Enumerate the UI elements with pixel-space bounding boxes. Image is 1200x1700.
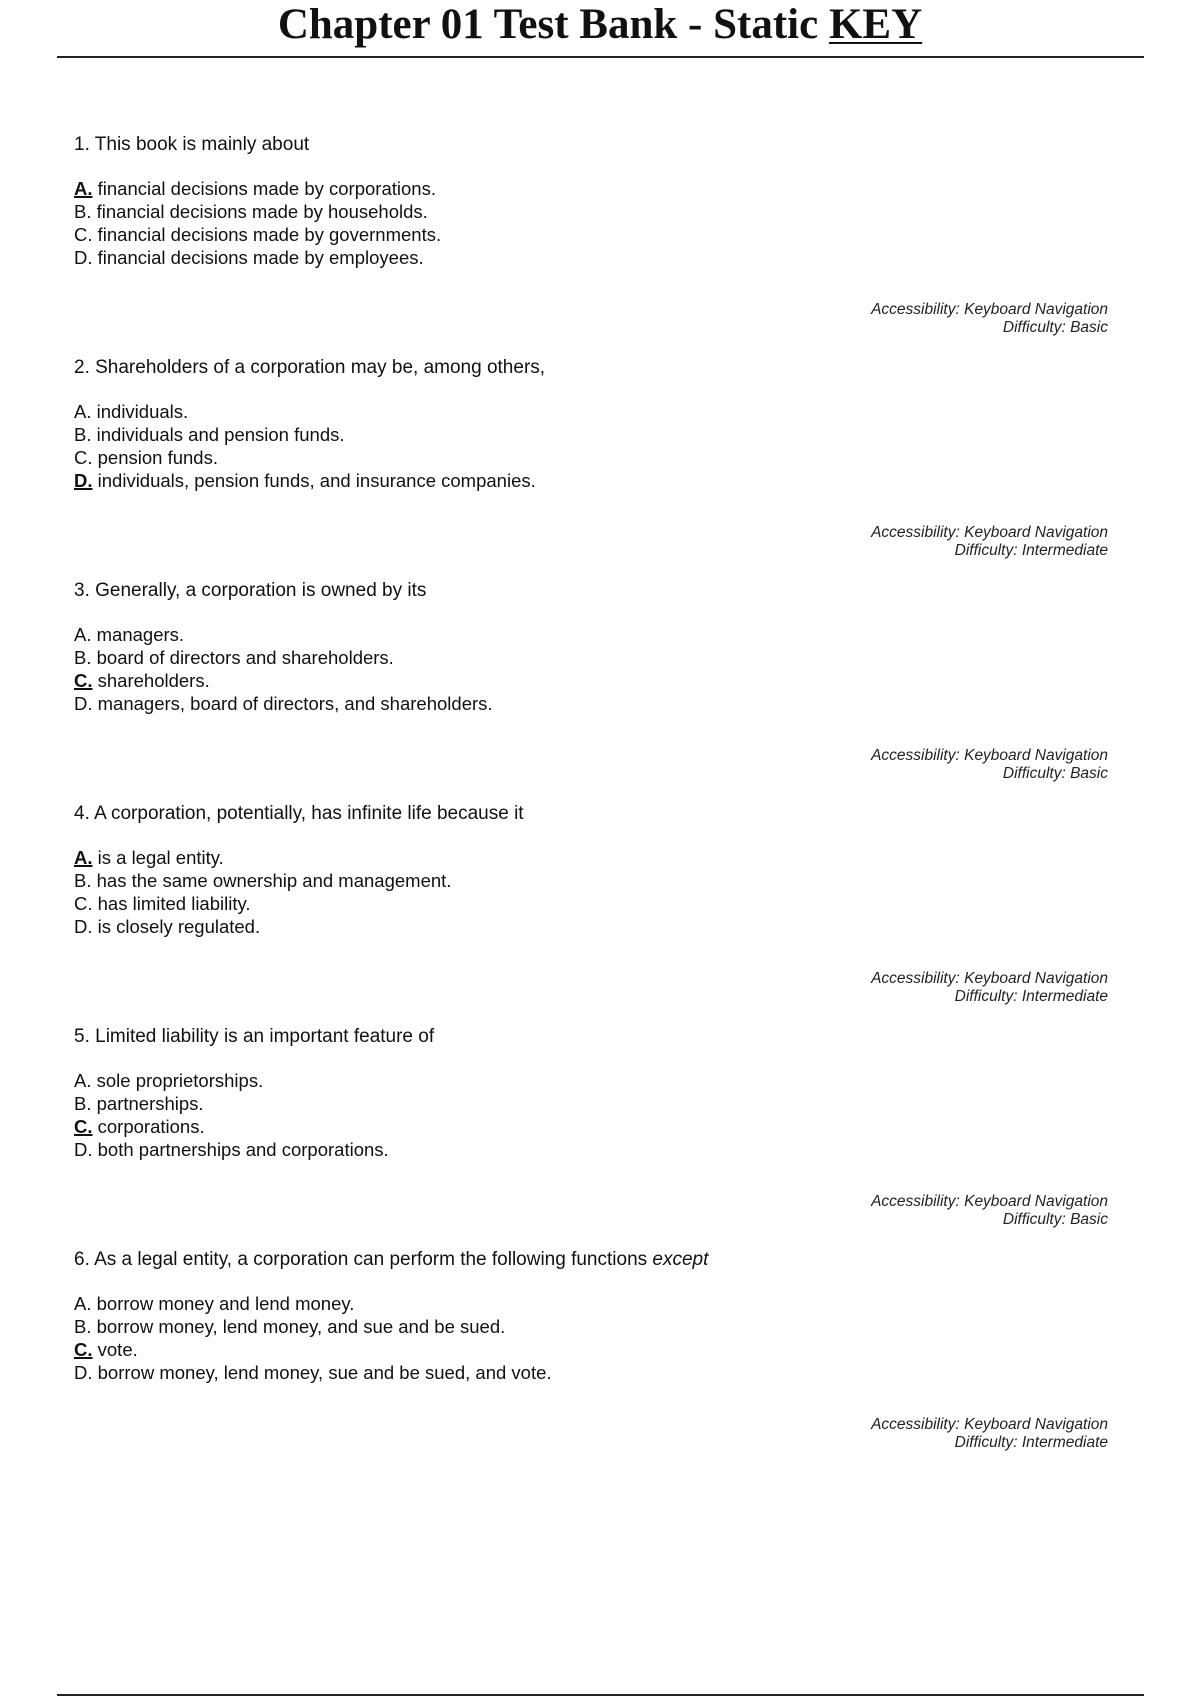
option-letter: B. — [74, 424, 92, 445]
option-letter: C. — [74, 1116, 93, 1137]
answer-option — [74, 1292, 1108, 1315]
option-letter: B. — [74, 1093, 92, 1114]
answer-option — [74, 915, 1108, 938]
title-main: Chapter 01 Test Bank - Static — [277, 1, 819, 48]
option-letter: B. — [74, 647, 92, 668]
option-letter: D. — [74, 916, 93, 937]
question-5 — [74, 1025, 1108, 1228]
answer-option — [74, 692, 1108, 715]
answer-option-correct — [74, 469, 1108, 492]
option-letter: B. — [74, 1316, 92, 1337]
difficulty-tag: Difficulty: Intermediate — [954, 988, 1108, 1005]
accessibility-tag: Accessibility: Keyboard Navigation — [871, 1193, 1108, 1210]
difficulty-tag: Difficulty: Intermediate — [954, 542, 1108, 559]
question-stem-text: 1. This book is mainly about — [74, 134, 310, 155]
option-text: has limited liability. — [97, 893, 251, 914]
answer-option — [74, 446, 1108, 469]
option-text: has the same ownership and management. — [96, 870, 452, 891]
option-letter: A. — [74, 847, 93, 868]
option-letter: D. — [74, 1139, 93, 1160]
answer-option — [74, 400, 1108, 423]
option-text: individuals. — [96, 401, 189, 422]
option-letter: A. — [74, 624, 92, 645]
question-metadata — [871, 747, 1108, 783]
answer-options — [74, 1292, 1108, 1384]
answer-option — [74, 1092, 1108, 1115]
answer-option — [74, 646, 1108, 669]
question-stem-text: 4. A corporation, potentially, has infinite life because it — [74, 803, 524, 824]
answer-options — [74, 400, 1108, 492]
option-text: is closely regulated. — [97, 916, 261, 937]
question-6 — [74, 1248, 1108, 1451]
accessibility-tag: Accessibility: Keyboard Navigation — [871, 1416, 1108, 1433]
question-metadata — [871, 524, 1108, 560]
question-metadata — [871, 970, 1108, 1006]
answer-option — [74, 869, 1108, 892]
answer-option — [74, 1361, 1108, 1384]
question-stem-text: 3. Generally, a corporation is owned by its — [74, 580, 427, 601]
answer-options — [74, 177, 1108, 269]
question-metadata — [871, 1416, 1108, 1452]
question-stem — [74, 133, 1108, 157]
answer-option-correct — [74, 1115, 1108, 1138]
option-letter: A. — [74, 178, 93, 199]
answer-option — [74, 223, 1108, 246]
difficulty-tag: Difficulty: Basic — [1002, 765, 1108, 782]
question-1 — [74, 133, 1108, 336]
question-stem — [74, 579, 1108, 603]
question-stem-text: 6. As a legal entity, a corporation can perform the following functions — [74, 1249, 648, 1270]
option-text: financial decisions made by corporations. — [97, 178, 436, 199]
option-letter: D. — [74, 470, 93, 491]
option-text: vote. — [97, 1339, 138, 1360]
option-letter: C. — [74, 1339, 93, 1360]
answer-option — [74, 423, 1108, 446]
option-text: corporations. — [97, 1116, 205, 1137]
option-text: is a legal entity. — [97, 847, 224, 868]
option-text: borrow money, lend money, and sue and be sued. — [96, 1316, 506, 1337]
answer-option-correct — [74, 1338, 1108, 1361]
difficulty-tag: Difficulty: Intermediate — [954, 1434, 1108, 1451]
answer-option — [74, 892, 1108, 915]
answer-option-correct — [74, 846, 1108, 869]
question-stem — [74, 1248, 1108, 1272]
question-stem-emphasis: except — [652, 1249, 709, 1270]
answer-option — [74, 1315, 1108, 1338]
option-text: individuals, pension funds, and insurance companies. — [97, 470, 536, 491]
option-text: financial decisions made by governments. — [97, 224, 442, 245]
option-text: board of directors and shareholders. — [96, 647, 394, 668]
question-stem — [74, 1025, 1108, 1049]
option-letter: A. — [74, 1293, 92, 1314]
option-letter: D. — [74, 1362, 93, 1383]
option-text: shareholders. — [97, 670, 210, 691]
option-text: financial decisions made by employees. — [97, 247, 424, 268]
answer-option — [74, 246, 1108, 269]
accessibility-tag: Accessibility: Keyboard Navigation — [871, 524, 1108, 541]
question-stem-text: 2. Shareholders of a corporation may be, among others, — [74, 357, 546, 378]
option-text: financial decisions made by households. — [96, 201, 428, 222]
answer-options — [74, 846, 1108, 938]
answer-option — [74, 623, 1108, 646]
option-letter: C. — [74, 224, 93, 245]
difficulty-tag: Difficulty: Basic — [1002, 1211, 1108, 1228]
header-rule — [57, 56, 1144, 58]
option-text: partnerships. — [96, 1093, 204, 1114]
accessibility-tag: Accessibility: Keyboard Navigation — [871, 747, 1108, 764]
accessibility-tag: Accessibility: Keyboard Navigation — [871, 970, 1108, 987]
option-text: pension funds. — [97, 447, 218, 468]
option-letter: A. — [74, 1070, 92, 1091]
option-text: individuals and pension funds. — [96, 424, 345, 445]
answer-option — [74, 1138, 1108, 1161]
option-letter: B. — [74, 870, 92, 891]
answer-option-correct — [74, 177, 1108, 200]
question-stem — [74, 802, 1108, 826]
question-2 — [74, 356, 1108, 559]
option-text: borrow money and lend money. — [96, 1293, 355, 1314]
answer-option — [74, 200, 1108, 223]
option-text: managers, board of directors, and shareholders. — [97, 693, 493, 714]
option-letter: B. — [74, 201, 92, 222]
option-letter: C. — [74, 893, 93, 914]
option-text: borrow money, lend money, sue and be sued, and vote. — [97, 1362, 552, 1383]
option-letter: A. — [74, 401, 92, 422]
option-letter: D. — [74, 247, 93, 268]
page-title — [0, 0, 1200, 50]
option-text: sole proprietorships. — [96, 1070, 264, 1091]
footer-rule — [57, 1694, 1144, 1696]
answer-options — [74, 1069, 1108, 1161]
option-letter: C. — [74, 447, 93, 468]
option-letter: D. — [74, 693, 93, 714]
option-text: managers. — [96, 624, 185, 645]
answer-option — [74, 1069, 1108, 1092]
question-metadata — [871, 1193, 1108, 1229]
accessibility-tag: Accessibility: Keyboard Navigation — [871, 301, 1108, 318]
option-text: both partnerships and corporations. — [97, 1139, 389, 1160]
title-key: KEY — [828, 1, 923, 48]
question-stem — [74, 356, 1108, 380]
question-metadata — [871, 301, 1108, 337]
question-stem-text: 5. Limited liability is an important feature of — [74, 1026, 435, 1047]
answer-option-correct — [74, 669, 1108, 692]
question-4 — [74, 802, 1108, 1005]
option-letter: C. — [74, 670, 93, 691]
answer-options — [74, 623, 1108, 715]
difficulty-tag: Difficulty: Basic — [1002, 319, 1108, 336]
question-3 — [74, 579, 1108, 782]
